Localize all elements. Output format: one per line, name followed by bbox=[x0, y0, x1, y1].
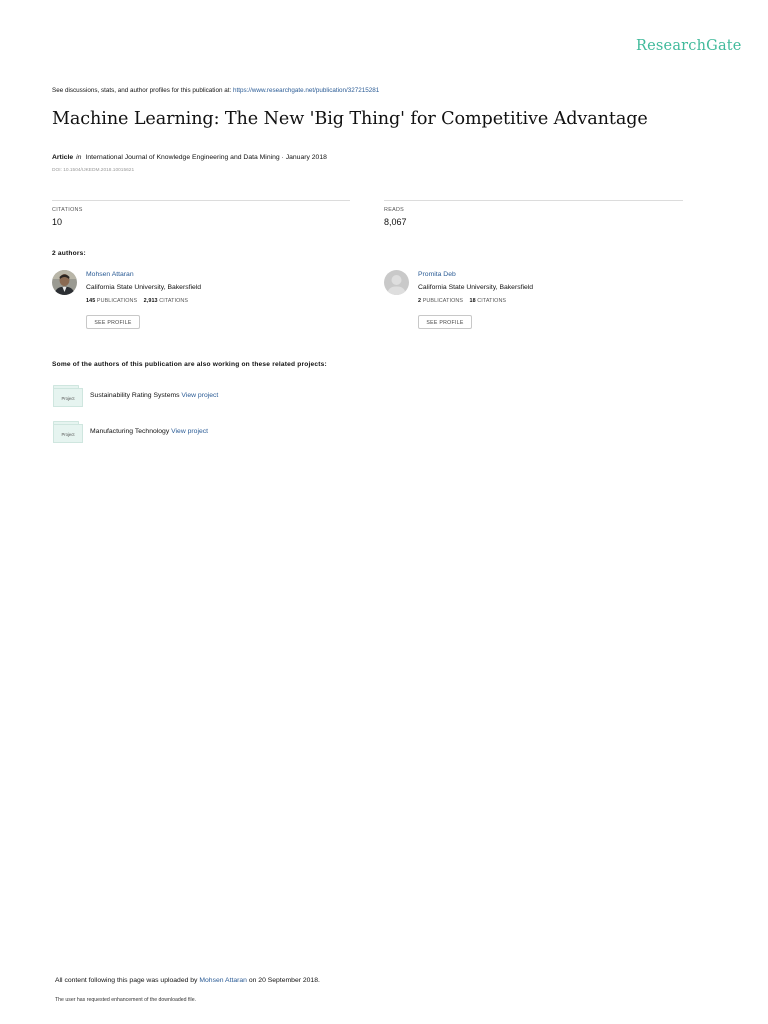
related-projects-heading: Some of the authors of this publication are also working on these related projects: bbox=[52, 361, 327, 368]
upload-prefix: All content following this page was uploaded by bbox=[55, 977, 198, 984]
view-project-link[interactable]: View project bbox=[181, 392, 219, 399]
publication-type: Article bbox=[52, 154, 74, 161]
upload-note bbox=[55, 977, 320, 984]
author-citations-label: CITATIONS bbox=[477, 298, 507, 304]
project-icon-label: Project bbox=[61, 396, 75, 401]
publication-url-link[interactable]: https://www.researchgate.net/publication/327215281 bbox=[232, 87, 380, 94]
project-name: Sustainability Rating Systems bbox=[90, 392, 180, 399]
author-affiliation: California State University, Bakersfield bbox=[86, 284, 202, 291]
project-folder-icon bbox=[53, 385, 83, 409]
project-folder-icon bbox=[53, 421, 83, 445]
project-item bbox=[90, 428, 208, 435]
publication-title: Machine Learning: The New 'Big Thing' for Competitive Advantage bbox=[52, 109, 648, 129]
author-publications-count: 145 bbox=[86, 298, 96, 304]
author-name-link[interactable]: Mohsen Attaran bbox=[86, 271, 134, 278]
default-avatar-icon bbox=[384, 270, 409, 295]
author-affiliation: California State University, Bakersfield bbox=[418, 284, 534, 291]
author-stats bbox=[86, 298, 188, 304]
journal-name: International Journal of Knowledge Engineering and Data Mining · January 2018 bbox=[85, 154, 327, 161]
discussions-line bbox=[52, 87, 379, 94]
see-profile-button[interactable]: SEE PROFILE bbox=[86, 315, 140, 329]
authors-heading: 2 authors: bbox=[52, 250, 86, 257]
view-project-link[interactable]: View project bbox=[171, 428, 209, 435]
project-item bbox=[90, 392, 218, 399]
reads-value: 8,067 bbox=[384, 217, 407, 227]
citations-divider bbox=[52, 200, 350, 201]
citations-value: 10 bbox=[52, 217, 63, 227]
author-photo-icon bbox=[52, 270, 77, 295]
author-citations-label: CITATIONS bbox=[159, 298, 189, 304]
author-citations-count: 18 bbox=[469, 298, 476, 304]
citations-label: CITATIONS bbox=[52, 207, 83, 213]
author-name-link[interactable]: Promita Deb bbox=[418, 271, 456, 278]
publication-meta bbox=[52, 154, 327, 161]
discussions-text: See discussions, stats, and author profiles for this publication at: bbox=[52, 87, 232, 94]
project-icon-label: Project bbox=[61, 432, 75, 437]
reads-label: READS bbox=[384, 207, 405, 213]
author-publications-label: PUBLICATIONS bbox=[96, 298, 138, 304]
reads-divider bbox=[384, 200, 683, 201]
author-avatar[interactable] bbox=[384, 270, 409, 295]
project-name: Manufacturing Technology bbox=[90, 428, 170, 435]
enhancement-note: The user has requested enhancement of the downloaded file. bbox=[55, 997, 197, 1003]
upload-suffix: on 20 September 2018. bbox=[248, 977, 320, 984]
publication-in: in bbox=[76, 154, 82, 161]
author-publications-label: PUBLICATIONS bbox=[422, 298, 464, 304]
researchgate-logo[interactable]: ResearchGate bbox=[636, 38, 742, 54]
author-citations-count: 2,913 bbox=[143, 298, 158, 304]
author-avatar[interactable] bbox=[52, 270, 77, 295]
uploader-link[interactable]: Mohsen Attaran bbox=[199, 977, 247, 984]
author-stats bbox=[418, 298, 506, 304]
see-profile-button[interactable]: SEE PROFILE bbox=[418, 315, 472, 329]
publication-doi: DOI: 10.1504/IJKEDM.2018.10015621 bbox=[52, 168, 135, 173]
author-publications-count: 2 bbox=[418, 298, 422, 304]
